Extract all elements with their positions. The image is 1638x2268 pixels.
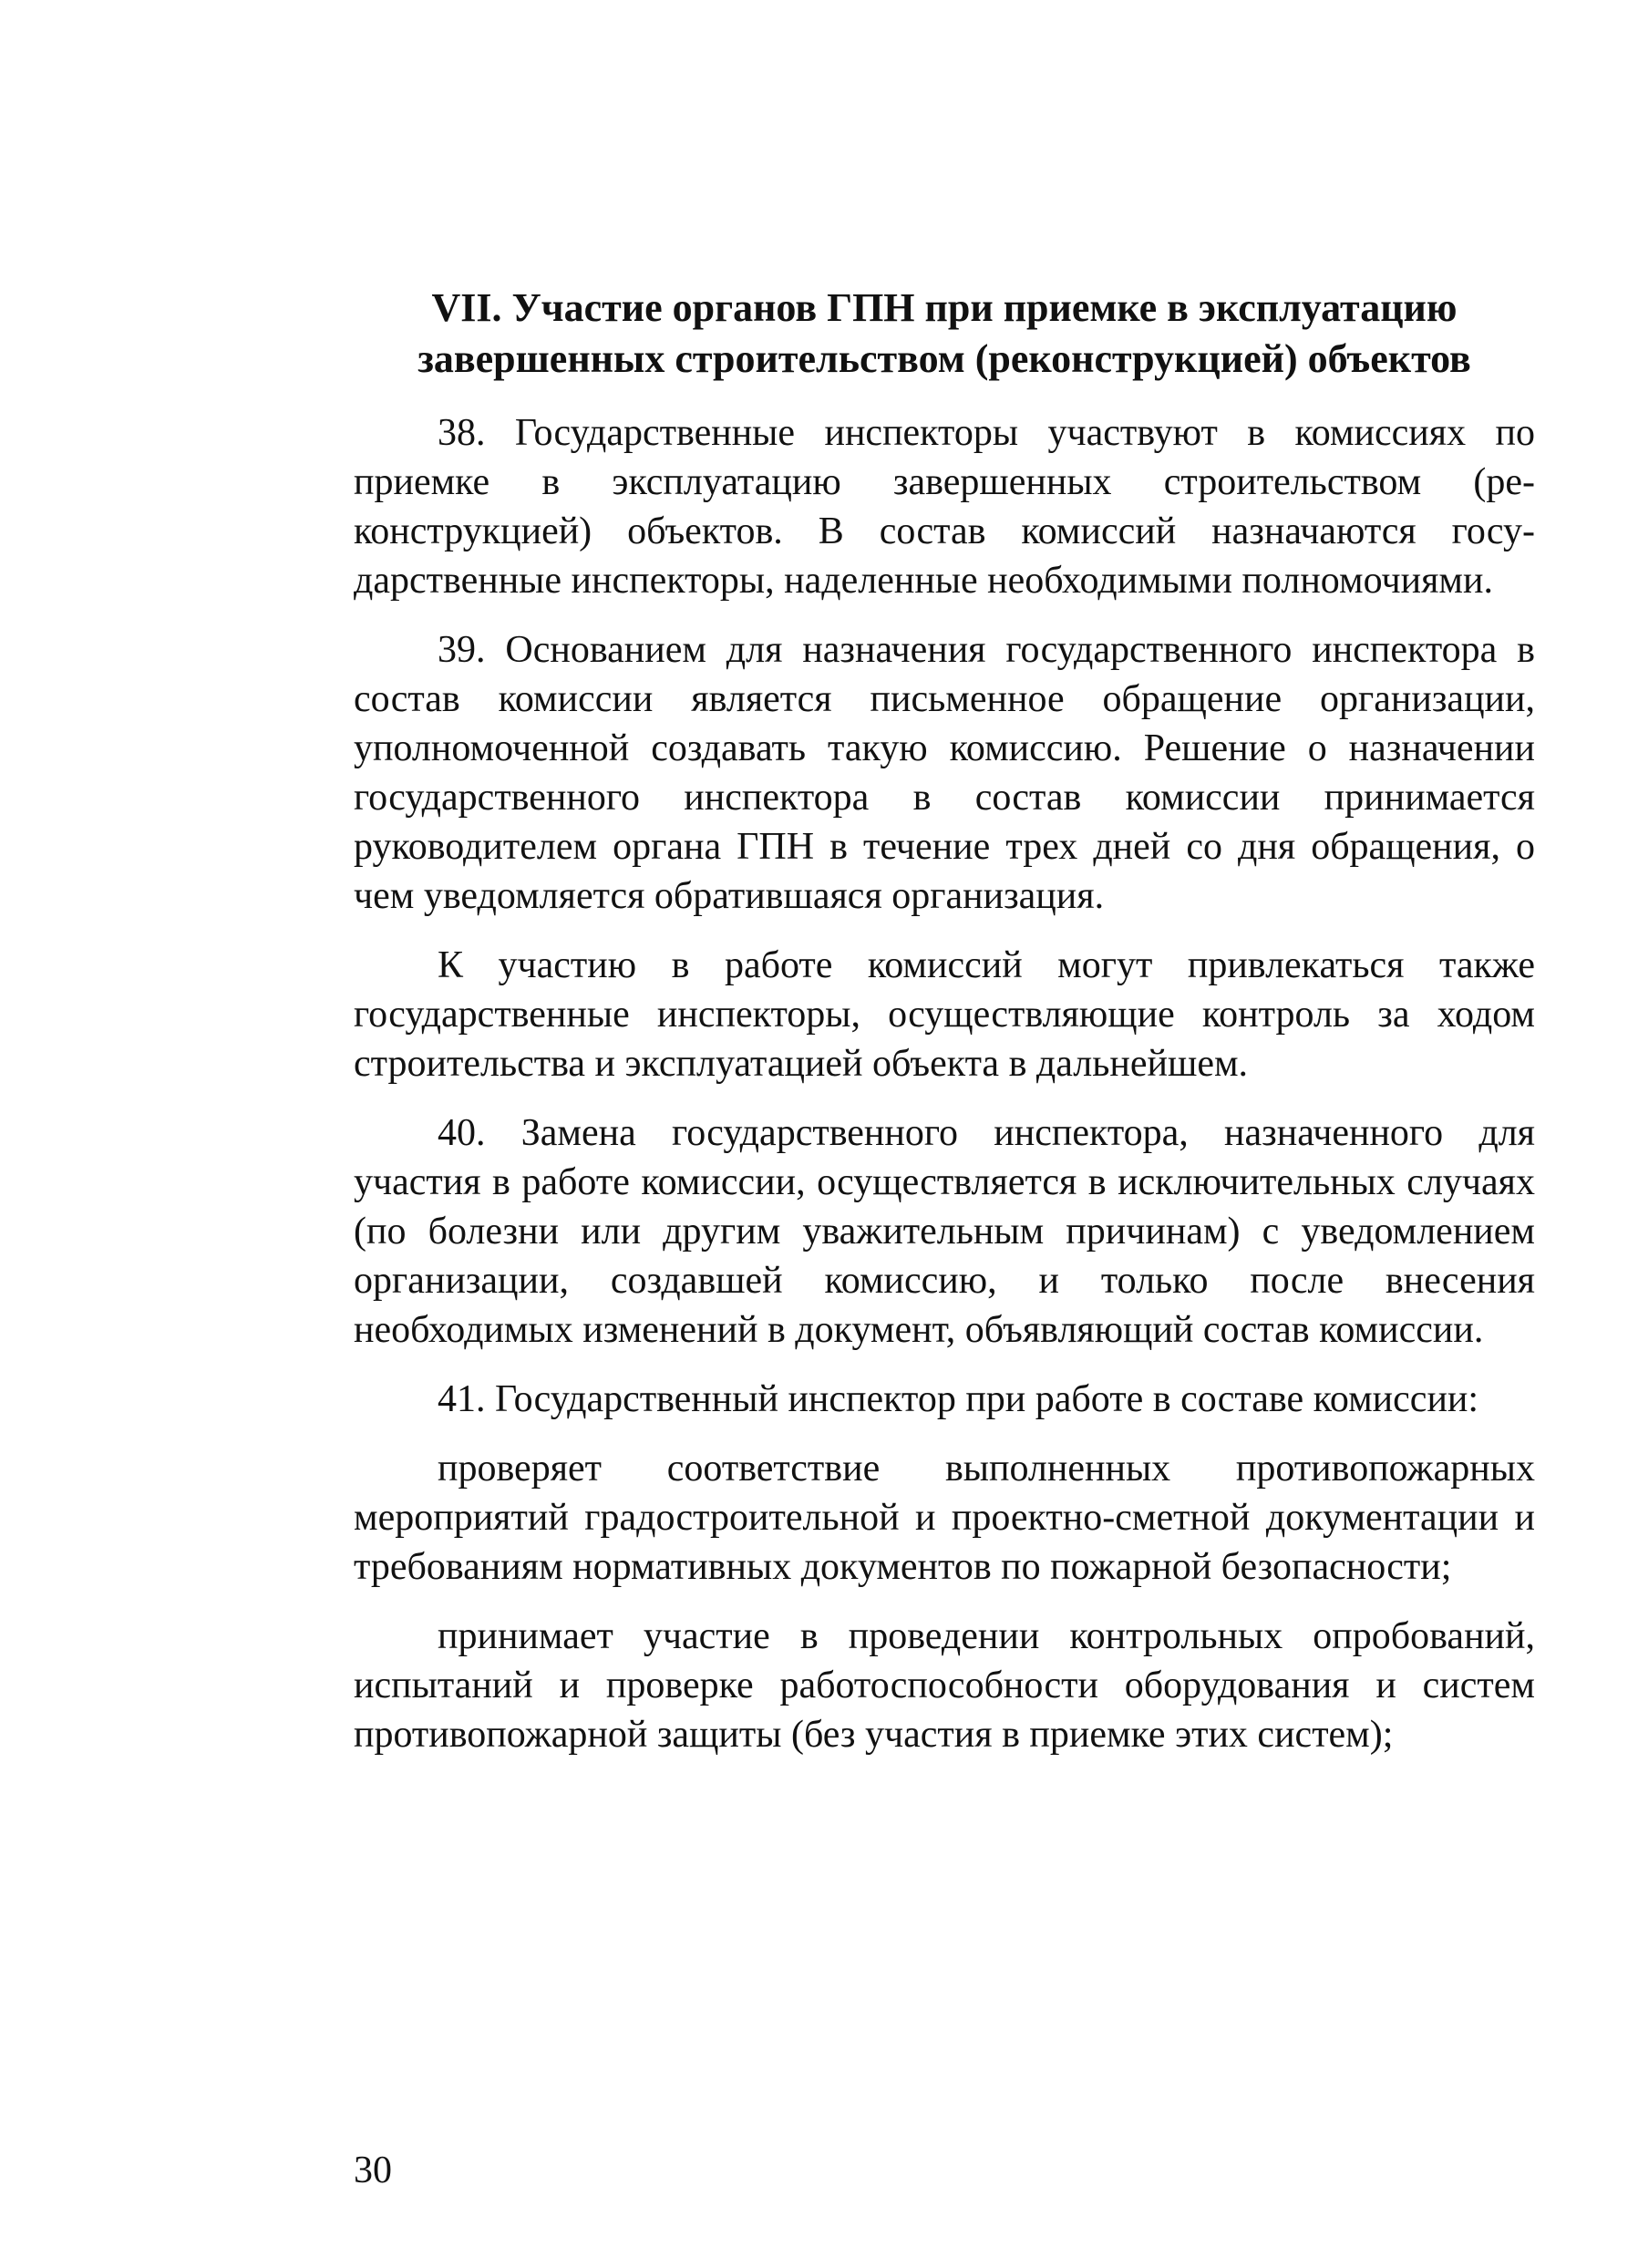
section-heading-line-1: VII. Участие органов ГПН при приемке в эксплуатацию bbox=[431, 285, 1458, 330]
paragraph-40: 40. Замена государственного инспектора, назначенного для участия в работе комиссии, осуществляется в исключительных случаях (по болезни или другим уважительным причинам) с уведомлением организации, создавшей комиссию, и только после внесения необходимых изменений в документ, объявляющий состав комиссии. bbox=[354, 1112, 1535, 1351]
section-heading-line-2: завершенных строительством (реконструкцией) объектов bbox=[417, 336, 1471, 381]
paragraph-38: 38. Государственные инспекторы участвуют в комиссиях по приемке в эксплуатацию завершенных строительством (реконструкцией) объектов. В состав комиссий назначаются государственные инспекторы, наделенные необходимыми полномочиями. bbox=[354, 412, 1535, 602]
section-heading bbox=[354, 283, 1535, 385]
paragraph-41-item-1: проверяет соответствие выполненных противопожарных мероприятий градостроительной и проектно-сметной документации и требованиям нормативных документов по пожарной безопасности; bbox=[354, 1448, 1535, 1588]
paragraph-41-item-2: принимает участие в проведении контрольных опробований, испытаний и проверке работоспособности оборудования и систем противопожарной защиты (без участия в приемке этих систем); bbox=[354, 1615, 1535, 1756]
paragraph-41: 41. Государственный инспектор при работе в составе комиссии: bbox=[438, 1378, 1479, 1420]
page-number: 30 bbox=[354, 2149, 392, 2191]
page-content bbox=[354, 283, 1535, 1779]
paragraph-39-continuation: К участию в работе комиссий могут привлекаться также государственные инспекторы, осуществляющие контроль за ходом строительства и эксплуатацией объекта в дальнейшем. bbox=[354, 944, 1535, 1085]
paragraph-39: 39. Основанием для назначения государственного инспектора в состав комиссии является письменное обращение организации, уполномоченной создавать такую комиссию. Решение о назначении государственного инспектора в состав комиссии принимается руководителем органа ГПН в течение трех дней со дня обращения, о чем уведомляется обратившаяся организация. bbox=[354, 629, 1535, 917]
